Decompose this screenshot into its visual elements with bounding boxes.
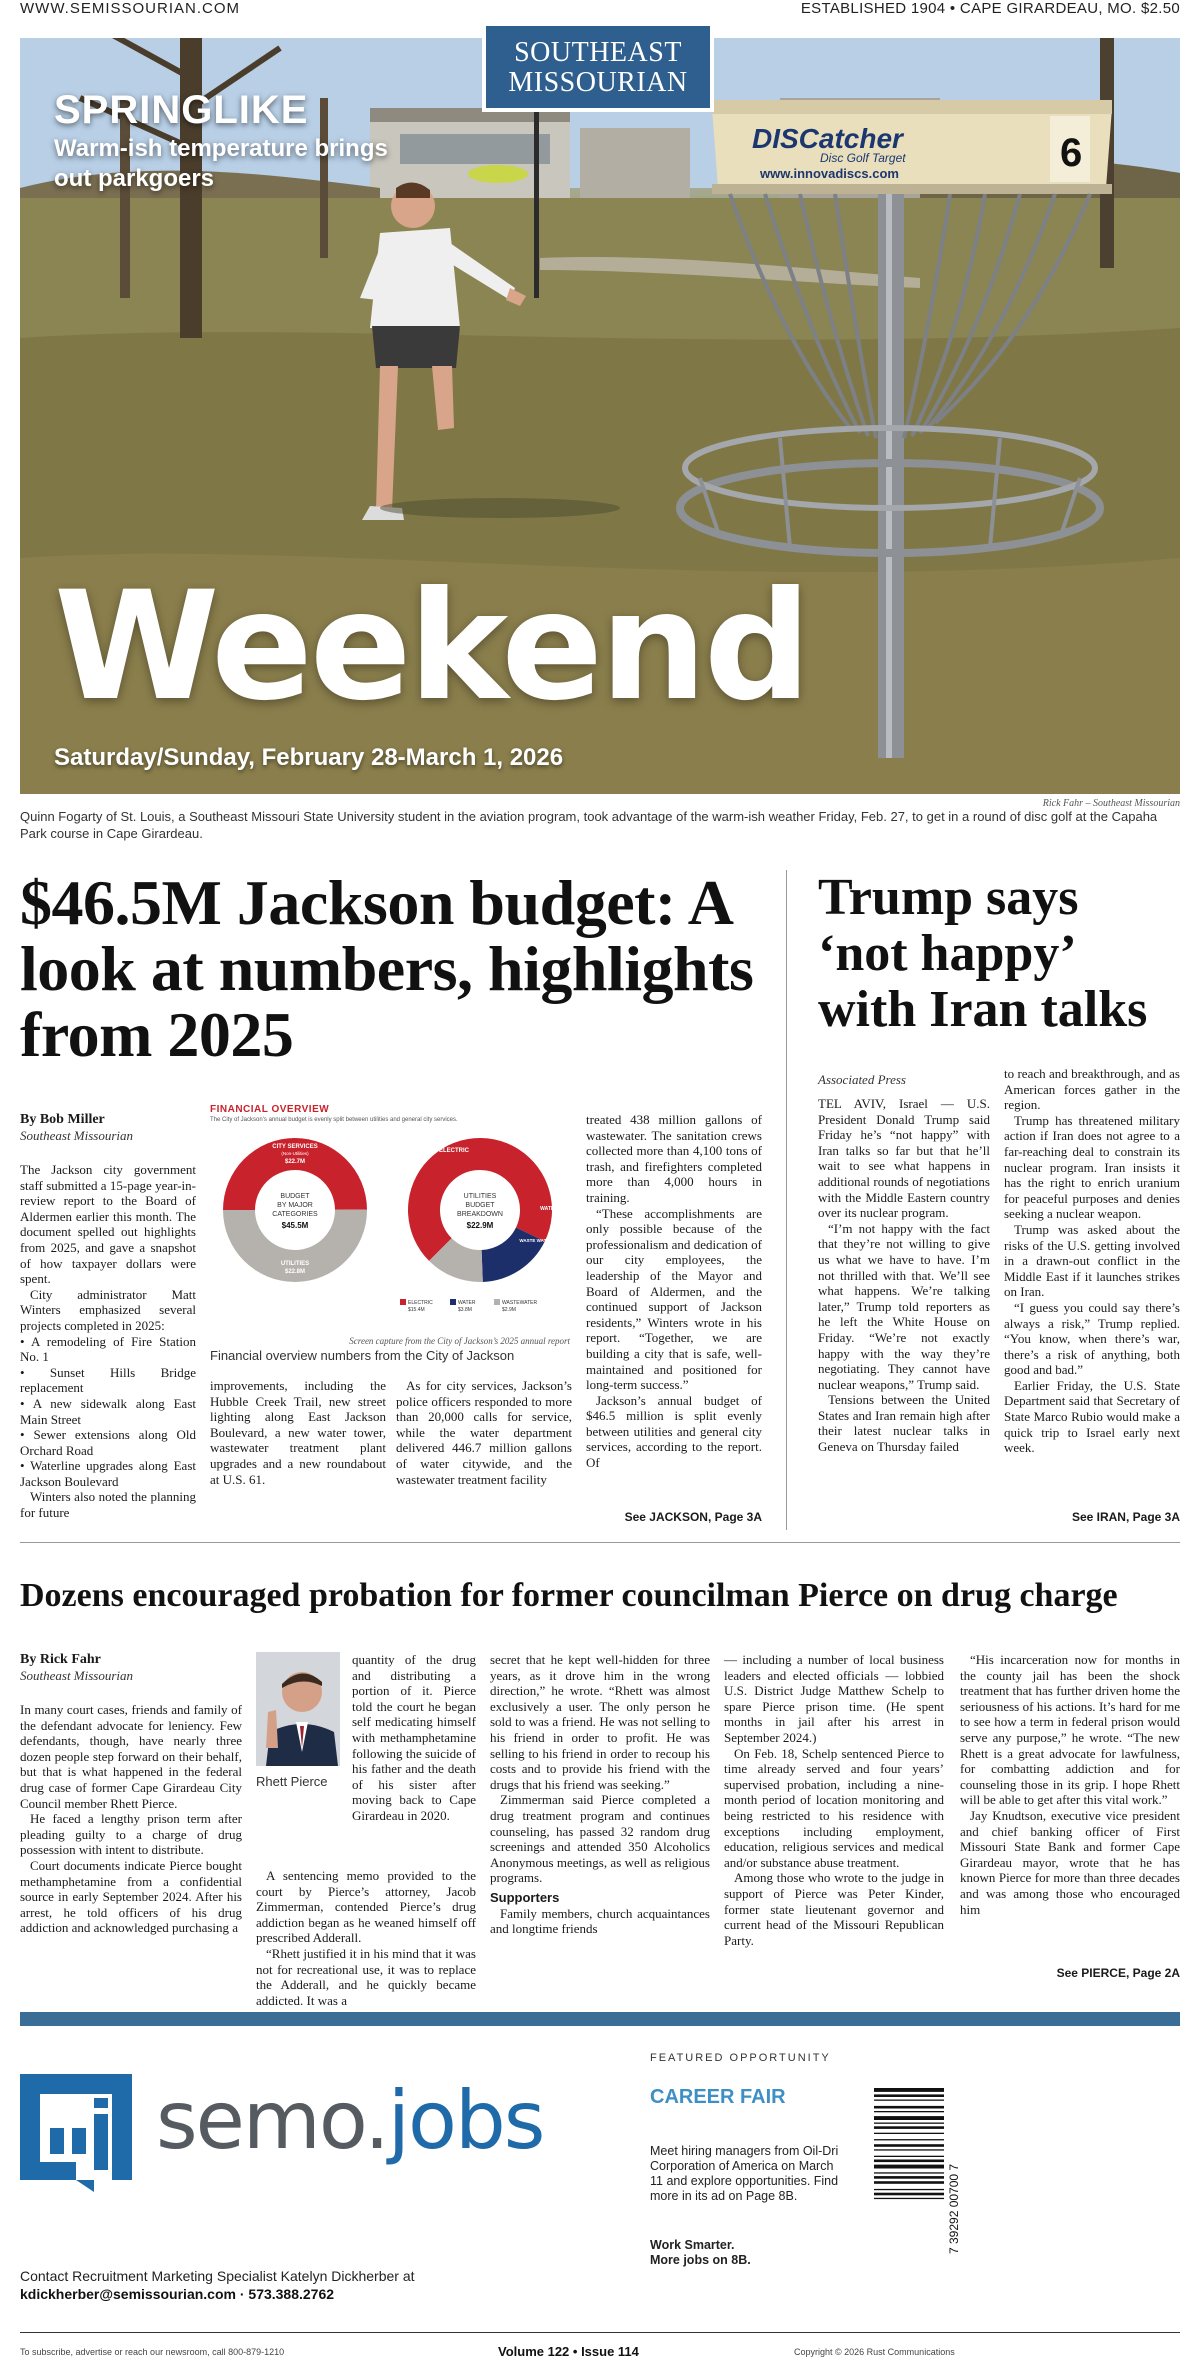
basket-subtitle: Disc Golf Target	[820, 151, 906, 165]
drug-column-2b	[256, 1868, 476, 2008]
lead-column-3	[396, 1378, 572, 1487]
hero-title: Weekend	[54, 560, 809, 734]
legend-value: $2.9M	[502, 1307, 516, 1313]
drug-column-3	[490, 1652, 710, 1937]
drug-headline[interactable]: Dozens encouraged probation for former councilman Pierce on drug charge	[20, 1577, 1118, 1614]
drug-affiliation: Southeast Missourian	[20, 1668, 134, 1683]
drug-byline: By Rick Fahr	[20, 1652, 101, 1667]
masthead-line-1: SOUTHEAST	[514, 37, 682, 68]
barcode-bar	[874, 2144, 944, 2147]
side-jump-link[interactable]: See IRAN, Page 3A	[1071, 1510, 1180, 1524]
paragraph: Family members, church acquaintances and longtime friends	[490, 1905, 710, 1937]
column-divider	[786, 870, 787, 1530]
legend-label: ELECTRIC	[408, 1300, 433, 1306]
paragraph: Among those who wrote to the judge in support of Pierce was Peter Kinder, former state lieutenant governor and current head of the Missouri Republican Party.	[724, 1870, 944, 1948]
cta-line-1: Work Smarter.	[650, 2238, 735, 2252]
barcode-bar	[874, 2126, 944, 2129]
drug-column-2a	[352, 1652, 476, 1824]
donut1-center-line: CATEGORIES	[272, 1211, 318, 1218]
lead-column-4	[586, 1112, 762, 1471]
barcode-bar	[874, 2172, 944, 2173]
financial-overview-graphic	[210, 1104, 570, 1354]
paragraph: Earlier Friday, the U.S. State Department said that Secretary of State Marco Rubio would make a quick trip to Israel early next week.	[1004, 1377, 1180, 1456]
wordmark-suffix: jobs	[387, 2074, 544, 2167]
paragraph: TEL AVIV, Israel — U.S. President Donald Trump said Friday he’s “not happy” with Iran talks so far but that he’ll wait to see what happens in additional rounds of negotiations with the Middle Eastern country over its nuclear program.	[818, 1096, 990, 1221]
barcode-bar	[874, 2176, 944, 2179]
paragraph: Court documents indicate Pierce bought methamphetamine from a confidential source in early September 2024. After his arrest, he told officers of his drug addiction and acknowledged purchasing a	[20, 1857, 242, 1936]
paragraph: Tensions between the United States and Iran remain high after their latest nuclear talks in Geneva on Thursday failed	[818, 1392, 990, 1455]
paragraph: “These accomplishments are only possible because of the professionalism and dedication of our city employees, the leadership of the Mayor and Board of Aldermen, and the continued support of Jackson residents,” Winters wrote in his report. “Together, we are building a city that is safe, well-maintained and positioned for long-term success.”	[586, 1205, 762, 1393]
barcode-bar	[874, 2139, 944, 2140]
donut2-center-line: BREAKDOWN	[457, 1211, 503, 1218]
lead-column-2	[210, 1378, 386, 1487]
lead-byline: By Bob Miller	[20, 1112, 105, 1127]
paragraph: secret that he kept well-hidden for three years, as it drove him in the wrong direction,” he wrote. “Rhett was almost exclusively a user. The only person he sold to was a friend. He was not selling to his friend in order to profit. He was selling to his friend in order to recoup his costs and to provide his friend with the drugs that his friend was seeking.”	[490, 1652, 710, 1792]
barcode-bar	[874, 2198, 944, 2199]
supporters-subhead: Supporters	[490, 1889, 560, 1905]
photo-credit: Rick Fahr – Southeast Missourian	[1042, 798, 1180, 809]
featured-opportunity-label: FEATURED OPPORTUNITY	[650, 2052, 831, 2064]
paragraph: improvements, including the Hubble Creek Trail, new street lighting along East Jackson Boulevard, a new water tower, wastewater treatment plant upgrades and a new roundabout at U.S. 61.	[210, 1378, 386, 1487]
lead-headline[interactable]: $46.5M Jackson budget: A look at numbers, highlights from 2025	[20, 867, 754, 1070]
masthead-line-2: MISSOURIAN	[508, 67, 688, 98]
wordmark-prefix: semo.	[156, 2074, 388, 2167]
paragraph: Zimmerman said Pierce completed a drug treatment program and continues counseling, has passed 32 random drug screenings and attended 350 Alcoholics Anonymous meetings, as well as religious programs.	[490, 1792, 710, 1886]
paragraph: “His incarceration now for months in the county jail has been the shock treatment that has further driven home the seriousness of his actions. It’s hard for me to see how a term in federal prison would serve any purpose,” he wrote. “The new Rhett is a great advocate for lawfulness, for combatting addiction and for counseling those in its grip. I hope Rhett will be able to get after this vital work.”	[960, 1652, 1180, 1808]
barcode-bar	[874, 2123, 944, 2124]
donut2-center-line: BUDGET	[465, 1202, 495, 1209]
bullet-item: • A remodeling of Fire Station No. 1	[20, 1333, 196, 1365]
side-column-1	[818, 1096, 990, 1455]
barcode-bar	[874, 2160, 944, 2163]
slice-value: $22.7M	[284, 1159, 306, 1165]
barcode-bar	[874, 2181, 944, 2184]
barcode	[868, 2084, 968, 2264]
cta-line-2: More jobs on 8B.	[650, 2253, 751, 2267]
slice-label-water: WATER	[540, 1206, 558, 1212]
footer	[20, 2344, 1180, 2360]
legend-swatch-wastewater	[494, 1299, 500, 1305]
paragraph: Trump was asked about the risks of the U.S. getting involved in a drawn-out conflict in the Middle East if it launches strikes on Iran.	[1004, 1221, 1180, 1300]
barcode-bar	[874, 2116, 944, 2120]
donut1-center-total: $45.5M	[281, 1221, 309, 1230]
bullet-item: • Waterline upgrades along East Jackson Boulevard	[20, 1458, 196, 1489]
barcode-bar	[874, 2165, 944, 2169]
barcode-bar	[874, 2156, 944, 2157]
donut1-center-line: BUDGET	[280, 1193, 310, 1200]
slice-value: $22.8M	[284, 1269, 306, 1275]
legend-value: $15.4M	[408, 1307, 425, 1313]
rhett-pierce-photo	[256, 1652, 340, 1766]
barcode-bar	[874, 2106, 944, 2109]
drug-jump-link[interactable]: See PIERCE, Page 2A	[1056, 1966, 1180, 1980]
barcode-bar	[874, 2149, 944, 2150]
slice-label-utilities: UTILITIES	[280, 1261, 310, 1267]
drug-column-1	[20, 1652, 242, 1936]
barcode-bar	[874, 2088, 944, 2092]
legend-label: WASTEWATER	[502, 1300, 538, 1306]
donut2-center-line: UTILITIES	[463, 1193, 497, 1200]
paragraph: City administrator Matt Winters emphasized several projects completed in 2025:	[20, 1286, 196, 1333]
paragraph: Winters also noted the planning for future	[20, 1489, 196, 1521]
paragraph: The Jackson city government staff submitted a 15-page year-in-review report to the Board of Aldermen earlier this month. The document spelled out highlights from 2025, and gave a snapshot of how taxpayer dollars were spent.	[20, 1162, 196, 1287]
ad-call-to-action	[650, 2238, 840, 2268]
photo-caption: Quinn Fogarty of St. Louis, a Southeast Missouri State University student in the aviation program, took advantage of the warm-ish weather Friday, Feb. 27, to get in a round of disc golf at the Capaha Park course in Cape Girardeau.	[20, 809, 1158, 841]
graphic-credit: Screen capture from the City of Jackson’s 2025 annual report	[349, 1336, 570, 1346]
paragraph: quantity of the drug and distributing a portion of it. Pierce told the court he began self medicating himself with methamphetamine following the suicide of his father and the death of his sister after moving back to Cape Girardeau in 2020.	[352, 1652, 476, 1823]
lead-body-1	[20, 1162, 196, 1521]
slice-label-city-services: CITY SERVICES	[272, 1144, 318, 1150]
donut-hole	[440, 1170, 520, 1250]
career-fair-description: Meet hiring managers from Oil-Dri Corporation of America on March 11 and explore opportunities. Find more in its ad on Page 8B.	[650, 2144, 839, 2203]
lead-affiliation: Southeast Missourian	[20, 1128, 134, 1143]
donut-charts	[210, 1122, 570, 1322]
paragraph: Trump has threatened military action if Iran does not agree to a far-reaching deal to constrain its nuclear program. Iran insists it has the right to enrich uranium for peaceful purposes and denies seeking a nuclear weapon.	[1004, 1112, 1180, 1222]
paragraph: As for city services, Jackson’s police officers responded to more than 20,000 calls for service, while the water department delivered 446.7 million gallons of water citywide, and the wastewater treatment facility	[396, 1378, 572, 1487]
legend-value: $3.8M	[458, 1307, 472, 1313]
barcode-bar	[874, 2111, 944, 2112]
legend-swatch-water	[450, 1299, 456, 1305]
rhett-pierce-caption: Rhett Pierce	[256, 1774, 328, 1789]
drug-body-1	[20, 1702, 242, 1936]
paragraph: “I guess you could say there’s always a risk,” Trump replied. “You know, when there’s war, there’s a risk of anything, both good and bad.”	[1004, 1299, 1180, 1378]
donut-hole	[255, 1170, 335, 1250]
bullet-item: • A new sidewalk along East Main Street	[20, 1395, 196, 1427]
graphic-caption: Financial overview numbers from the City of Jackson	[210, 1348, 515, 1363]
paragraph: He faced a lengthy prison term after pleading guilty to a charge of drug possession with intent to distribute.	[20, 1811, 242, 1858]
ad-top-bar	[20, 2012, 1180, 2026]
donut2-center-total: $22.9M	[466, 1221, 494, 1230]
website-url[interactable]: WWW.SEMISSOURIAN.COM	[20, 0, 240, 17]
semo-jobs-logo-icon[interactable]	[20, 2074, 132, 2192]
slice-label-wastewater: WASTE WATER	[519, 1238, 553, 1243]
footer-volume-issue: Volume 122 • Issue 114	[498, 2344, 639, 2359]
drug-column-4	[724, 1652, 944, 1948]
ad-contact-details[interactable]: kdickherber@semissourian.com · 573.388.2762	[20, 2286, 335, 2302]
footer-copyright: Copyright © 2026 Rust Communications	[794, 2347, 955, 2357]
slice-note: (Non-Utilities)	[281, 1151, 309, 1156]
basket-url: www.innovadiscs.com	[760, 166, 899, 181]
footer-divider	[20, 2332, 1180, 2333]
ad-contact-line: Contact Recruitment Marketing Specialist Katelyn Dickherber at	[20, 2268, 415, 2284]
paragraph: “I’m not happy with the fact that they’re not willing to give us what we have to have. I’m not thrilled with that. We’ll see what happens. We’re talking later,” Trump told reporters as he left the White House on Friday. “We’re not exactly happy with the way they’re negotiating. They cannot have nuclear weapons,” Trump said.	[818, 1220, 990, 1392]
bullet-item: • Sewer extensions along Old Orchard Road	[20, 1427, 196, 1458]
barcode-bar	[874, 2189, 944, 2190]
side-column-2	[1004, 1066, 1180, 1456]
legend-label: WATER	[458, 1300, 476, 1306]
barcode-number: 7 39292 00700 7	[947, 2163, 961, 2254]
bullet-item: • Sunset Hills Bridge replacement	[20, 1364, 196, 1396]
paragraph: A sentencing memo provided to the court by Pierce’s attorney, Jacob Zimmerman, contended Pierce’s drug addiction began as he weaned himself off prescribed Adderall.	[256, 1868, 476, 1946]
barcode-bar	[874, 2133, 944, 2134]
paragraph: Jackson’s annual budget of $46.5 million is split evenly between utilities and general city services, according to the report. Of	[586, 1392, 762, 1471]
masthead-logo	[486, 26, 710, 108]
paragraph: treated 438 million gallons of wastewater. The sanitation crews collected more than 4,100 tons of trash, and firefighters completed more than 4,000 hours in training.	[586, 1112, 762, 1205]
hero-kicker: SPRINGLIKE	[54, 88, 309, 132]
portrait-illustration	[256, 1652, 340, 1766]
footer-subscribe: To subscribe, advertise or reach our newsroom, call 800-879-1210	[20, 2347, 285, 2357]
paragraph: In many court cases, friends and family of the defendant advocate for leniency. Few defendants, though, have nearly three dozen people step forward on their behalf, but that is what happened in the federal drug case of former Cape Girardeau City Council member Rhett Pierce.	[20, 1702, 242, 1811]
graphic-title: FINANCIAL OVERVIEW	[210, 1104, 330, 1115]
semo-jobs-wordmark[interactable]	[156, 2076, 543, 2166]
paragraph: On Feb. 18, Schelp sentenced Pierce to time already served and four years’ supervised probation, including a nine-month period of location monitoring and being restricted to his residence with exceptions including employment, education, religious services and medical and/or substance abuse treatment.	[724, 1745, 944, 1870]
barcode-graphic	[868, 2084, 968, 2264]
barcode-bar	[874, 2100, 944, 2101]
donut1-center-line: BY MAJOR	[277, 1202, 313, 1209]
paragraph: “Rhett justified it in his mind that it was not for recreational use, it was to replace the Adderall, and he quickly became addicted. It was a	[256, 1945, 476, 2008]
legend-swatch-electric	[400, 1299, 406, 1305]
barcode-bar	[874, 2094, 944, 2097]
lead-jump-link[interactable]: See JACKSON, Page 3A	[624, 1510, 762, 1524]
hero-subkicker: Warm-ish temperature brings out parkgoers	[54, 135, 388, 192]
side-affiliation: Associated Press	[818, 1072, 906, 1087]
basket-brand: DISCatcher	[752, 123, 903, 154]
paragraph: — including a number of local business leaders and elected officials — lobbied U.S. District Judge Matthew Schelp to spare Pierce prison time. (He spent months in jail after his arrest in September 2024.)	[724, 1652, 944, 1745]
section-divider	[20, 1542, 1180, 1543]
paragraph: Jay Knudtson, executive vice president and chief banking officer of First Missouri State Bank and former Cape Girardeau mayor, wrote that he has known Pierce for more than three decades and was among those who encouraged him	[960, 1807, 1180, 1917]
career-fair-heading[interactable]: CAREER FAIR	[650, 2086, 786, 2108]
slice-label-electric: ELECTRIC	[439, 1148, 469, 1154]
top-line	[20, 0, 1180, 22]
edition-date: Saturday/Sunday, February 28-March 1, 2026	[54, 744, 564, 771]
established-price: ESTABLISHED 1904 • CAPE GIRARDEAU, MO. $2.50	[800, 0, 1180, 17]
paragraph: to reach and breakthrough, and as American forces gather in the region.	[1004, 1066, 1180, 1113]
masthead[interactable]	[482, 22, 714, 112]
drug-column-5	[960, 1652, 1180, 1917]
barcode-bar	[874, 2193, 944, 2196]
basket-number: 6	[1060, 131, 1083, 175]
side-headline[interactable]: Trump says ‘not happy’ with Iran talks	[818, 869, 1148, 1038]
lead-column-1	[20, 1112, 196, 1521]
graphic-subtitle: The City of Jackson’s annual budget is evenly split between utilities and general city services.	[210, 1117, 458, 1123]
semo-jobs-mark	[20, 2074, 132, 2192]
